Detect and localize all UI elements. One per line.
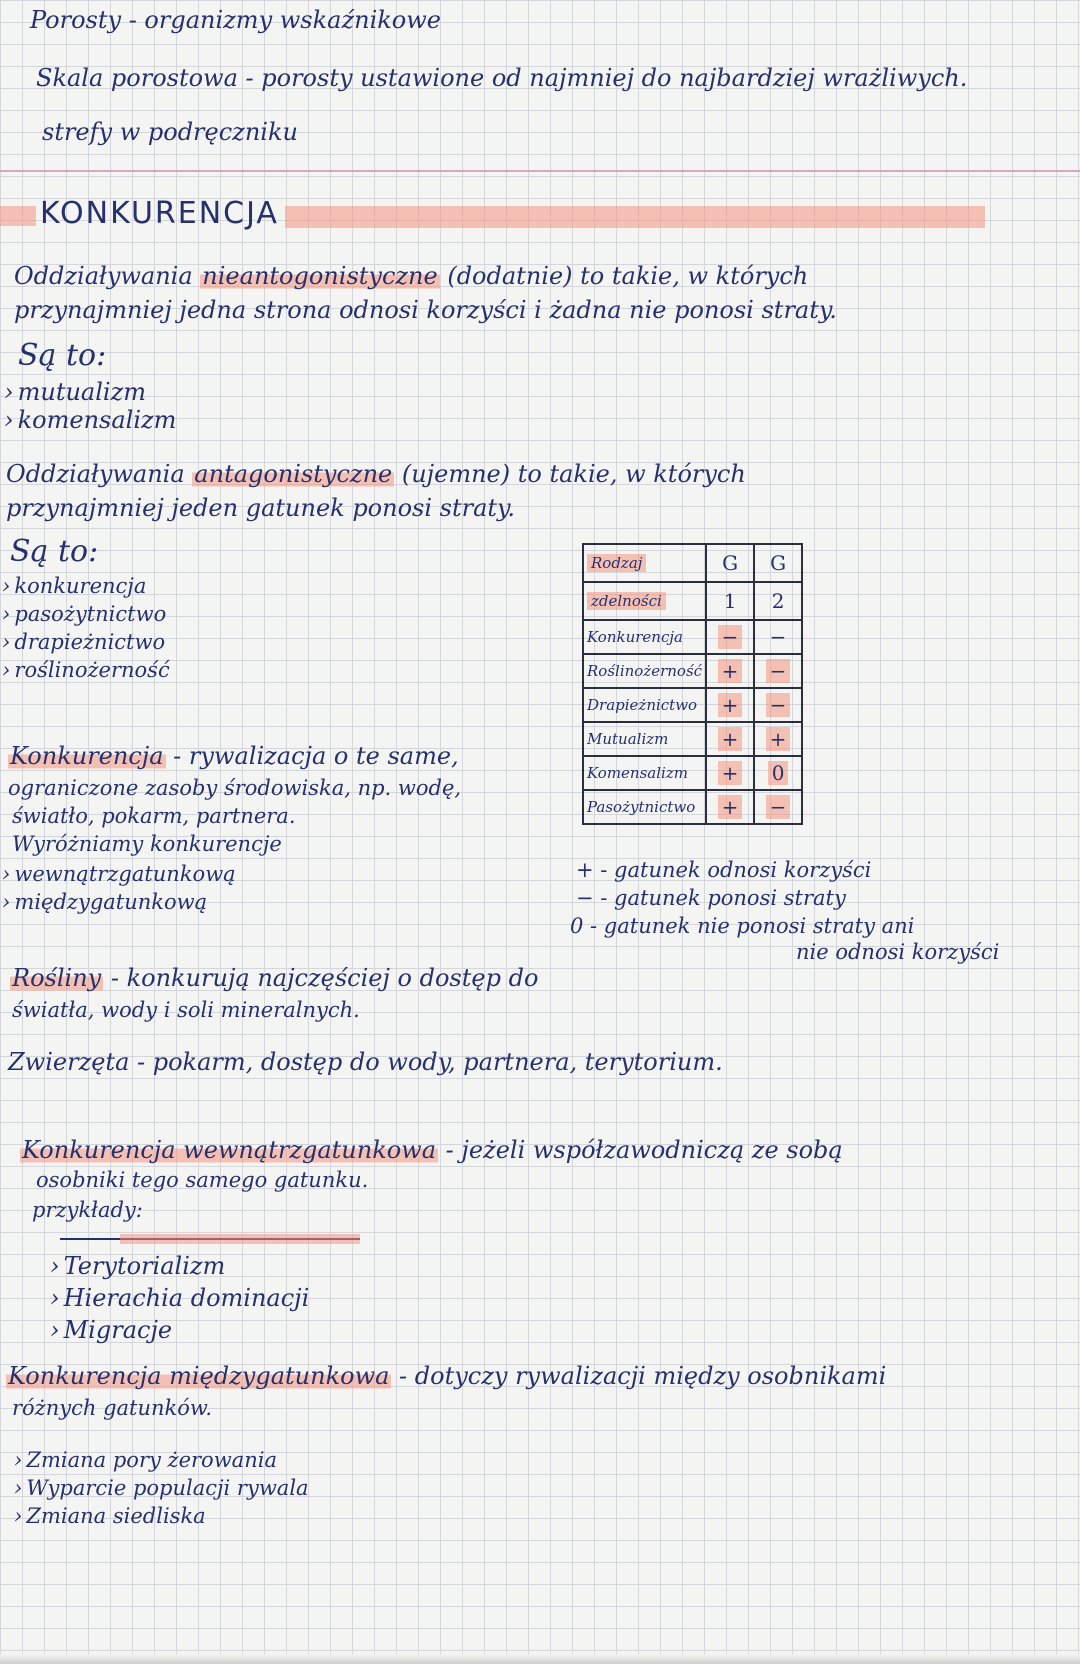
- title-highlight-right: [285, 206, 985, 228]
- legend-zero-cont: nie odnosi korzyści: [796, 940, 1000, 964]
- list-item: › mutualizm: [4, 378, 176, 406]
- table-cell: [706, 790, 754, 824]
- table-cell: −: [754, 620, 802, 654]
- table-value: −: [766, 659, 791, 683]
- table-row: [583, 756, 802, 790]
- list-item: › międzygatunkową: [2, 888, 236, 916]
- text-fragment: - rywalizacja o te same,: [165, 742, 459, 770]
- table-header-cell: G: [754, 544, 802, 582]
- nonantagonistic-list: [4, 378, 176, 434]
- inter-line-1: [6, 1362, 886, 1390]
- term-antagonistic: antagonistyczne: [194, 460, 393, 488]
- table-value: +: [718, 795, 743, 819]
- list-item: › drapieżnictwo: [2, 628, 170, 656]
- list-item: › Zmiana siedliska: [14, 1502, 309, 1530]
- antagonistic-line-1: [6, 460, 746, 488]
- competition-def-line-2: ograniczone zasoby środowiska, np. wodę,: [8, 776, 462, 800]
- table-cell: [706, 756, 754, 790]
- intro-line-1: Porosty - organizmy wskaźnikowe: [30, 6, 441, 34]
- nonantagonistic-line-1: [14, 262, 808, 290]
- table-value: +: [718, 659, 743, 683]
- plants-line-2: światła, wody i soli mineralnych.: [12, 998, 360, 1022]
- inter-examples-list: [14, 1446, 309, 1530]
- table-cell: [706, 688, 754, 722]
- nonantagonistic-line-2: przynajmniej jedna strona odnosi korzyści i żadna nie ponosi straty.: [14, 296, 837, 324]
- table-cell: Konkurencja: [583, 620, 706, 654]
- table-cell: Komensalizm: [583, 756, 706, 790]
- term-animals: Zwierzęta: [8, 1048, 130, 1076]
- table-cell: [754, 722, 802, 756]
- section-title: KONKURENCJA: [40, 196, 279, 231]
- table-header-cell: [583, 544, 706, 582]
- intra-examples-label: przykłady:: [32, 1198, 143, 1222]
- intro-line-2: Skala porostowa - porosty ustawione od najmniej do najbardziej wrażliwych.: [36, 64, 968, 92]
- table-value: −: [766, 795, 791, 819]
- table-header-label: Rodzaj: [587, 554, 646, 572]
- table-row: [583, 790, 802, 824]
- text-fragment: - jeżeli współzawodniczą ze sobą: [438, 1136, 843, 1164]
- intra-examples-list: [50, 1250, 309, 1346]
- antagonistic-are: Są to:: [10, 534, 99, 569]
- text-fragment: Oddziaływania: [6, 460, 193, 488]
- table-value: +: [718, 693, 743, 717]
- table-cell: Drapieżnictwo: [583, 688, 706, 722]
- table-header-cell: G: [706, 544, 754, 582]
- term-competition: Konkurencja: [10, 742, 164, 770]
- table-cell: [754, 790, 802, 824]
- competition-def-line-3: światło, pokarm, partnera.: [12, 804, 296, 828]
- table-header-row: [583, 544, 802, 582]
- table-row: [583, 654, 802, 688]
- text-fragment: Oddziaływania: [14, 262, 201, 290]
- table-value: −: [718, 625, 743, 649]
- table-cell: [706, 722, 754, 756]
- legend-zero: 0 - gatunek nie ponosi straty ani: [570, 914, 915, 938]
- interactions-table: [582, 543, 803, 825]
- term-nonantagonistic: nieantogonistyczne: [202, 262, 438, 290]
- text-fragment: (ujemne) to takie, w których: [394, 460, 746, 488]
- intro-line-3: strefy w podręczniku: [42, 118, 298, 146]
- term-interspecific: Konkurencja międzygatunkowa: [8, 1362, 390, 1390]
- list-item: › Migracje: [50, 1314, 309, 1346]
- list-item: › Wyparcie populacji rywala: [14, 1474, 309, 1502]
- list-item: › komensalizm: [4, 406, 176, 434]
- table-value: +: [766, 727, 791, 751]
- table-row: [583, 722, 802, 756]
- competition-def-line-4: Wyróżniamy konkurencje: [12, 832, 282, 856]
- table-value: −: [766, 693, 791, 717]
- table-header-label: zdelności: [587, 592, 666, 610]
- table-cell: [754, 756, 802, 790]
- inter-line-2: różnych gatunków.: [12, 1396, 213, 1420]
- text-fragment: - pokarm, dostęp do wody, partnera, terytorium.: [129, 1048, 723, 1076]
- plants-line-1: [10, 964, 538, 992]
- text-fragment: - konkurują najczęściej o dostęp do: [103, 964, 539, 992]
- page-bottom-shadow: [0, 1654, 1080, 1664]
- legend-minus: − - gatunek ponosi straty: [576, 886, 846, 910]
- list-item: › roślinożerność: [2, 656, 170, 684]
- table-cell: Roślinożerność: [583, 654, 706, 688]
- table-header-row: [583, 582, 802, 620]
- list-item: › Hierachia dominacji: [50, 1282, 309, 1314]
- intra-line-2: osobniki tego samego gatunku.: [36, 1168, 369, 1192]
- competition-def-line-1: [8, 742, 459, 770]
- table-cell: [754, 654, 802, 688]
- table-cell: Pasożytnictwo: [583, 790, 706, 824]
- table-row: [583, 620, 802, 654]
- legend-plus: + - gatunek odnosi korzyści: [576, 858, 872, 882]
- antagonistic-list: [2, 572, 170, 684]
- table-header-cell: 1: [706, 582, 754, 620]
- term-intraspecific: Konkurencja wewnątrzgatunkowa: [22, 1136, 437, 1164]
- intra-line-1: [20, 1136, 843, 1164]
- list-item: › Terytorializm: [50, 1250, 309, 1282]
- table-header-cell: [583, 582, 706, 620]
- antagonistic-line-2: przynajmniej jeden gatunek ponosi straty.: [6, 494, 516, 522]
- table-cell: Mutualizm: [583, 722, 706, 756]
- text-fragment: - dotyczy rywalizacji między osobnikami: [391, 1362, 887, 1390]
- list-item: › konkurencja: [2, 572, 170, 600]
- term-plants: Rośliny: [12, 964, 102, 992]
- table-header-cell: 2: [754, 582, 802, 620]
- table-row: [583, 688, 802, 722]
- text-fragment: (dodatnie) to takie, w których: [439, 262, 809, 290]
- section-divider: [0, 170, 1080, 172]
- nonantagonistic-are: Są to:: [18, 338, 107, 373]
- table-value: +: [718, 761, 743, 785]
- animals-line: [8, 1048, 723, 1076]
- table-value: 0: [768, 761, 789, 785]
- table-cell: [706, 654, 754, 688]
- list-item: › Zmiana pory żerowania: [14, 1446, 309, 1474]
- table-cell: [706, 620, 754, 654]
- table-value: +: [718, 727, 743, 751]
- title-highlight-left: [0, 206, 36, 226]
- crossed-out-highlight: [120, 1234, 360, 1244]
- table-cell: [754, 688, 802, 722]
- competition-types-list: [2, 860, 236, 916]
- list-item: › pasożytnictwo: [2, 600, 170, 628]
- list-item: › wewnątrzgatunkową: [2, 860, 236, 888]
